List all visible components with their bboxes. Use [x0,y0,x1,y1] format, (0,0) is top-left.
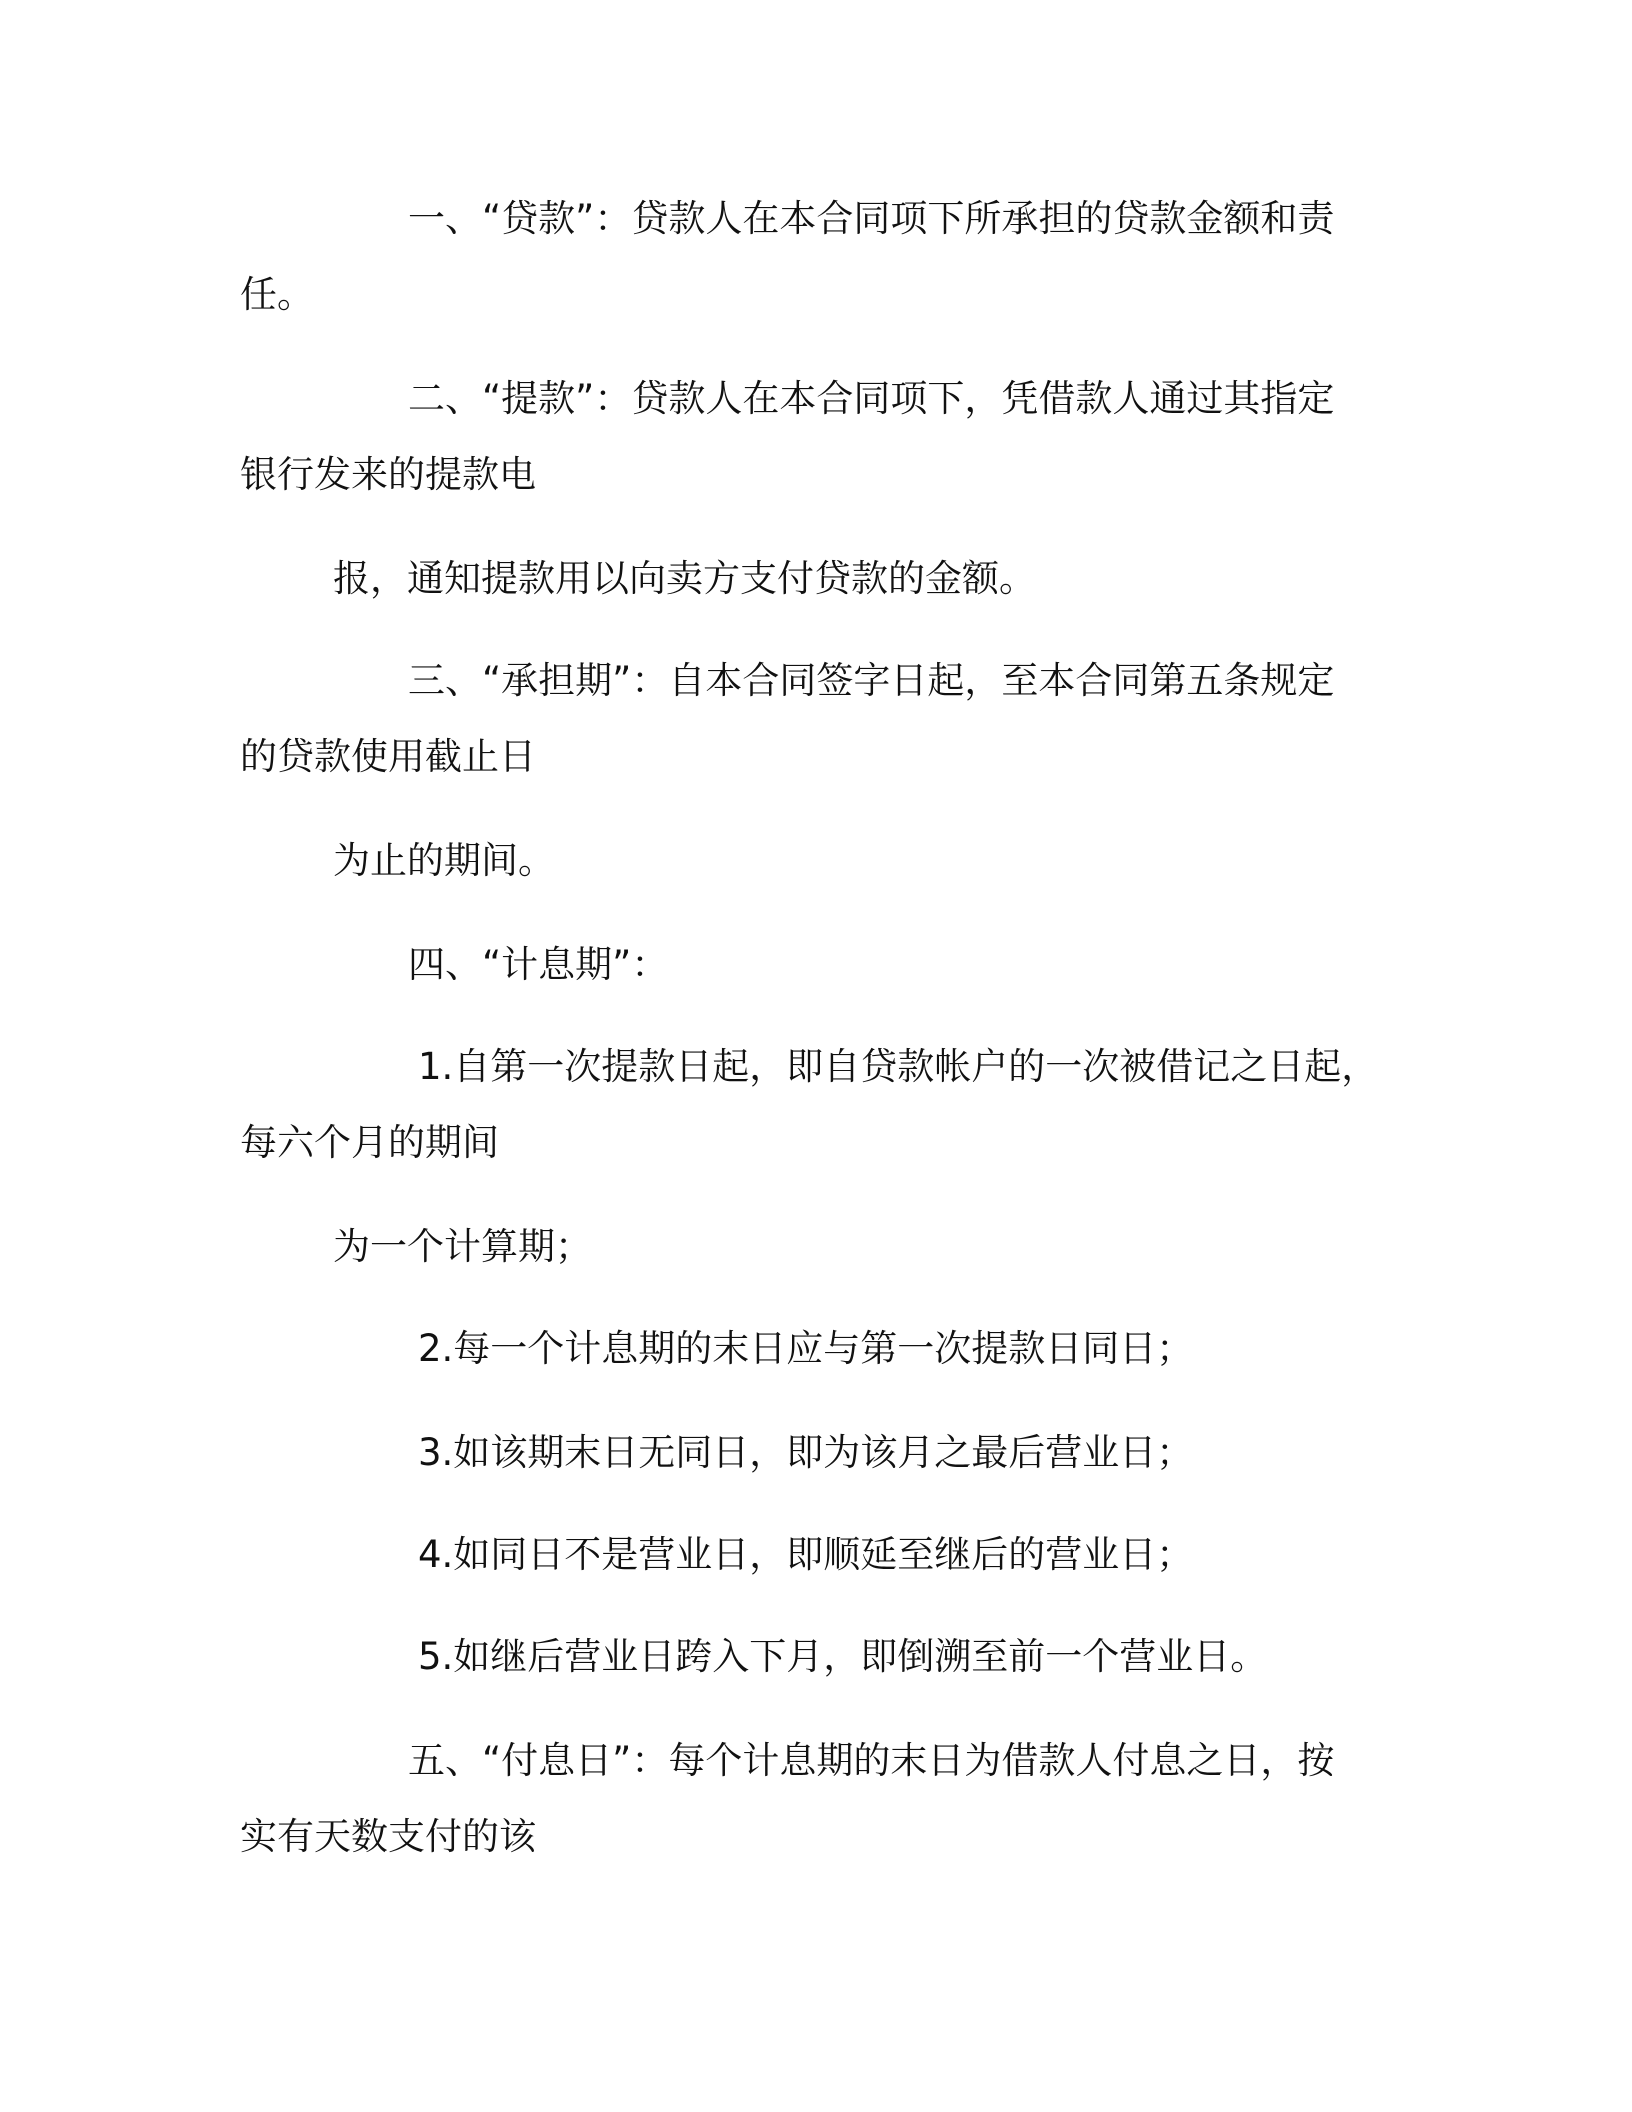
clause-4-item-5: 5.如继后营业日跨入下月，即倒溯至前一个营业日。 [418,1635,1268,1678]
clause-4-item-2: 2.每一个计息期的末日应与第一次提款日同日； [418,1327,1194,1370]
clause-1-line-1: 一、“贷款”：贷款人在本合同项下所承担的贷款金额和责 [408,197,1335,240]
clause-4-item-4: 4.如同日不是营业日，即顺延至继后的营业日； [418,1533,1194,1576]
clause-4-item-1-line-1: 1.自第一次提款日起，即自贷款帐户的一次被借记之日起， [418,1045,1379,1088]
clause-2-line-1: 二、“提款”：贷款人在本合同项下，凭借款人通过其指定 [408,377,1335,420]
clause-3-line-2: 的贷款使用截止日 [240,735,536,778]
clause-2-line-3: 报，通知提款用以向卖方支付贷款的金额。 [333,557,1036,600]
clause-3-line-3: 为止的期间。 [333,839,555,882]
clause-5-line-2: 实有天数支付的该 [240,1815,536,1858]
clause-1-line-2: 任。 [240,273,314,316]
clause-5-line-1: 五、“付息日”：每个计息期的末日为借款人付息之日，按 [408,1739,1335,1782]
clause-2-line-2: 银行发来的提款电 [240,453,536,496]
clause-4-item-3: 3.如该期末日无同日，即为该月之最后营业日； [418,1431,1194,1474]
clause-4-heading: 四、“计息期”： [408,943,669,986]
clause-4-item-1-line-3: 为一个计算期； [333,1225,592,1268]
clause-3-line-1: 三、“承担期”：自本合同签字日起，至本合同第五条规定 [408,659,1335,702]
clause-4-item-1-line-2: 每六个月的期间 [240,1121,499,1164]
